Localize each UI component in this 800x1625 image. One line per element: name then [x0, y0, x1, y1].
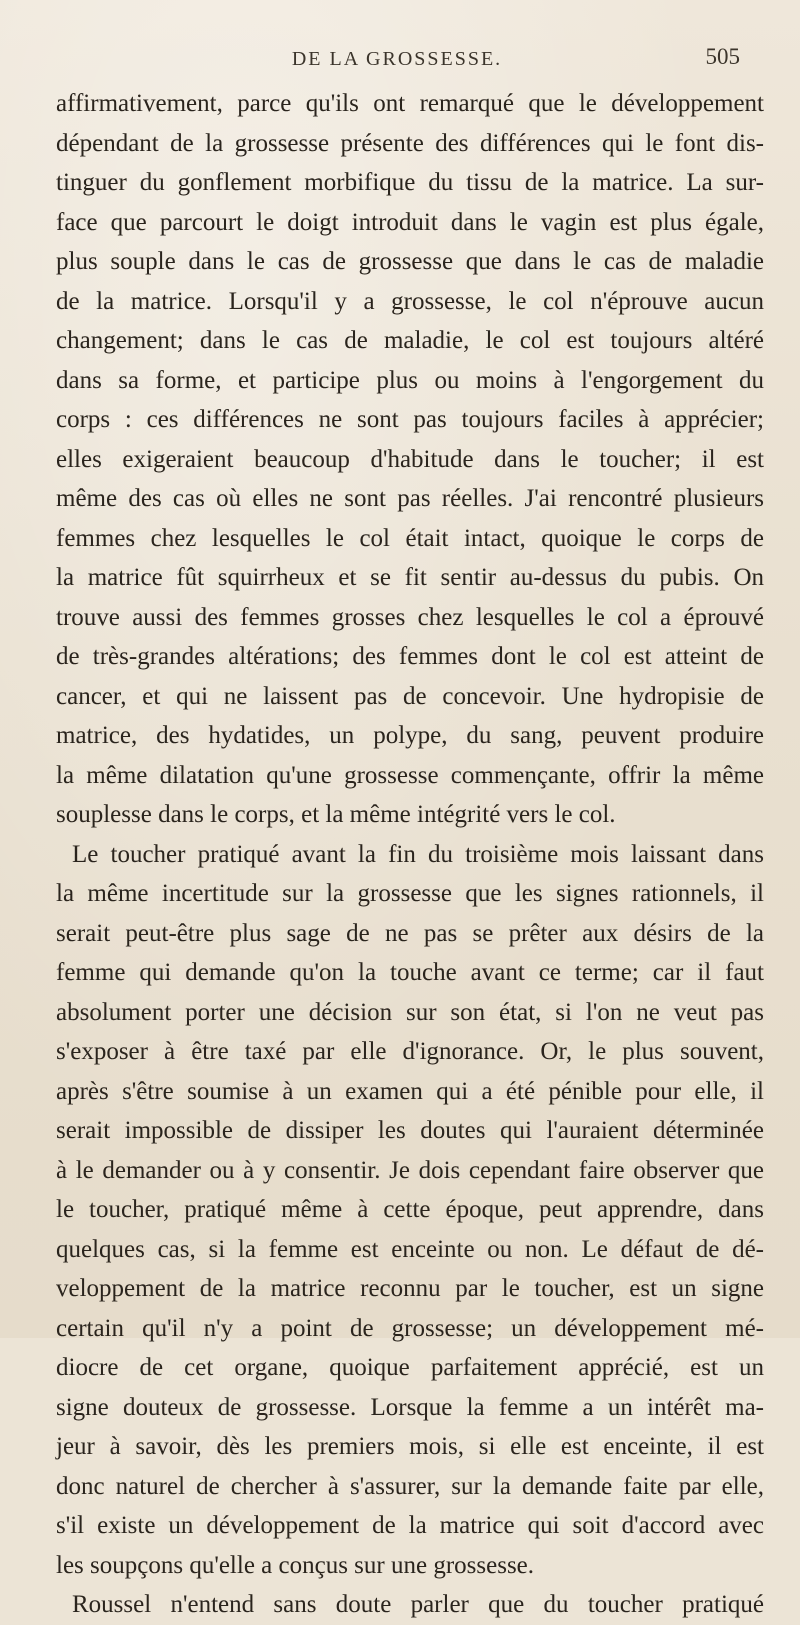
body-text — [56, 84, 764, 1625]
text-line: de la matrice. Lorsqu'il y a grossesse, le col n'éprouve aucun — [56, 287, 764, 315]
text-line: femmes chez lesquelles le col était intact, quoique le corps de — [56, 524, 764, 552]
text-line: la même incertitude sur la grossesse que les signes rationnels, il — [56, 880, 764, 907]
text-line: la matrice fût squirrheux et se fit sentir au-dessus du pubis. On — [56, 564, 764, 591]
text-line: plus souple dans le cas de grossesse que dans le cas de maladie — [56, 248, 764, 275]
text-line: changement; dans le cas de maladie, le col est toujours altéré — [56, 327, 764, 354]
text-line: le toucher, pratiqué même à cette époque, peut apprendre, dans — [56, 1196, 764, 1223]
text-line: face que parcourt le doigt introduit dans le vagin est plus égale, — [56, 208, 764, 236]
text-line: à le demander ou à y consentir. Je dois cependant faire observer que — [56, 1156, 764, 1184]
page-number: 505 — [705, 44, 740, 69]
text-line: veloppement de la matrice reconnu par le toucher, est un signe — [56, 1275, 764, 1302]
running-head — [0, 44, 800, 88]
text-line: signe douteux de grossesse. Lorsque la femme a un intérêt ma- — [56, 1393, 764, 1421]
text-line: affirmativement, parce qu'ils ont remarqué que le développement — [56, 90, 764, 117]
text-line: tinguer du gonflement morbifique du tissu de la matrice. La sur- — [56, 169, 764, 196]
text-line: les soupçons qu'elle a conçus sur une grossesse. — [56, 1551, 535, 1579]
text-line: dépendant de la grossesse présente des différences qui le font dis- — [56, 129, 764, 157]
text-line: absolument porter une décision sur son état, si l'on ne veut pas — [56, 998, 764, 1026]
text-line: souplesse dans le corps, et la même intégrité vers le col. — [56, 801, 616, 828]
text-line: serait impossible de dissiper les doutes qui l'auraient déterminée — [56, 1117, 764, 1144]
text-line: femme qui demande qu'on la touche avant ce terme; car il faut — [56, 959, 764, 986]
text-line: jeur à savoir, dès les premiers mois, si elle est enceinte, il est — [56, 1433, 764, 1460]
text-line: après s'être soumise à un examen qui a été pénible pour elle, il — [56, 1077, 764, 1105]
text-line: Le toucher pratiqué avant la fin du troisième mois laissant dans — [72, 840, 764, 868]
text-line: s'exposer à être taxé par elle d'ignorance. Or, le plus souvent, — [56, 1038, 764, 1065]
text-line: donc naturel de chercher à s'assurer, sur la demande faite par elle, — [56, 1472, 764, 1500]
text-line: Roussel n'entend sans doute parler que du toucher pratiqué — [72, 1591, 764, 1618]
text-line: diocre de cet organe, quoique parfaitement apprécié, est un — [56, 1354, 764, 1381]
text-line: trouve aussi des femmes grosses chez lesquelles le col a éprouvé — [56, 603, 764, 631]
text-line: la même dilatation qu'une grossesse commençante, offrir la même — [56, 761, 764, 789]
text-line: quelques cas, si la femme est enceinte ou non. Le défaut de dé- — [56, 1235, 764, 1263]
text-line: serait peut-être plus sage de ne pas se prêter aux désirs de la — [56, 919, 764, 947]
text-line: dans sa forme, et participe plus ou moins à l'engorgement du — [56, 366, 764, 394]
text-line: même des cas où elles ne sont pas réelles. J'ai rencontré plusieurs — [56, 485, 764, 512]
text-line: matrice, des hydatides, un polype, du sang, peuvent produire — [56, 722, 764, 749]
text-line: corps : ces différences ne sont pas toujours faciles à apprécier; — [56, 406, 764, 433]
running-title: DE LA GROSSESSE. — [291, 48, 503, 70]
text-line: s'il existe un développement de la matrice qui soit d'accord avec — [56, 1512, 764, 1539]
text-line: elles exigeraient beaucoup d'habitude dans le toucher; il est — [56, 445, 764, 473]
text-line: de très-grandes altérations; des femmes dont le col est atteint de — [56, 643, 764, 670]
text-line: certain qu'il n'y a point de grossesse; un développement mé- — [56, 1314, 764, 1342]
text-line: cancer, et qui ne laissent pas de concevoir. Une hydropisie de — [56, 682, 764, 710]
